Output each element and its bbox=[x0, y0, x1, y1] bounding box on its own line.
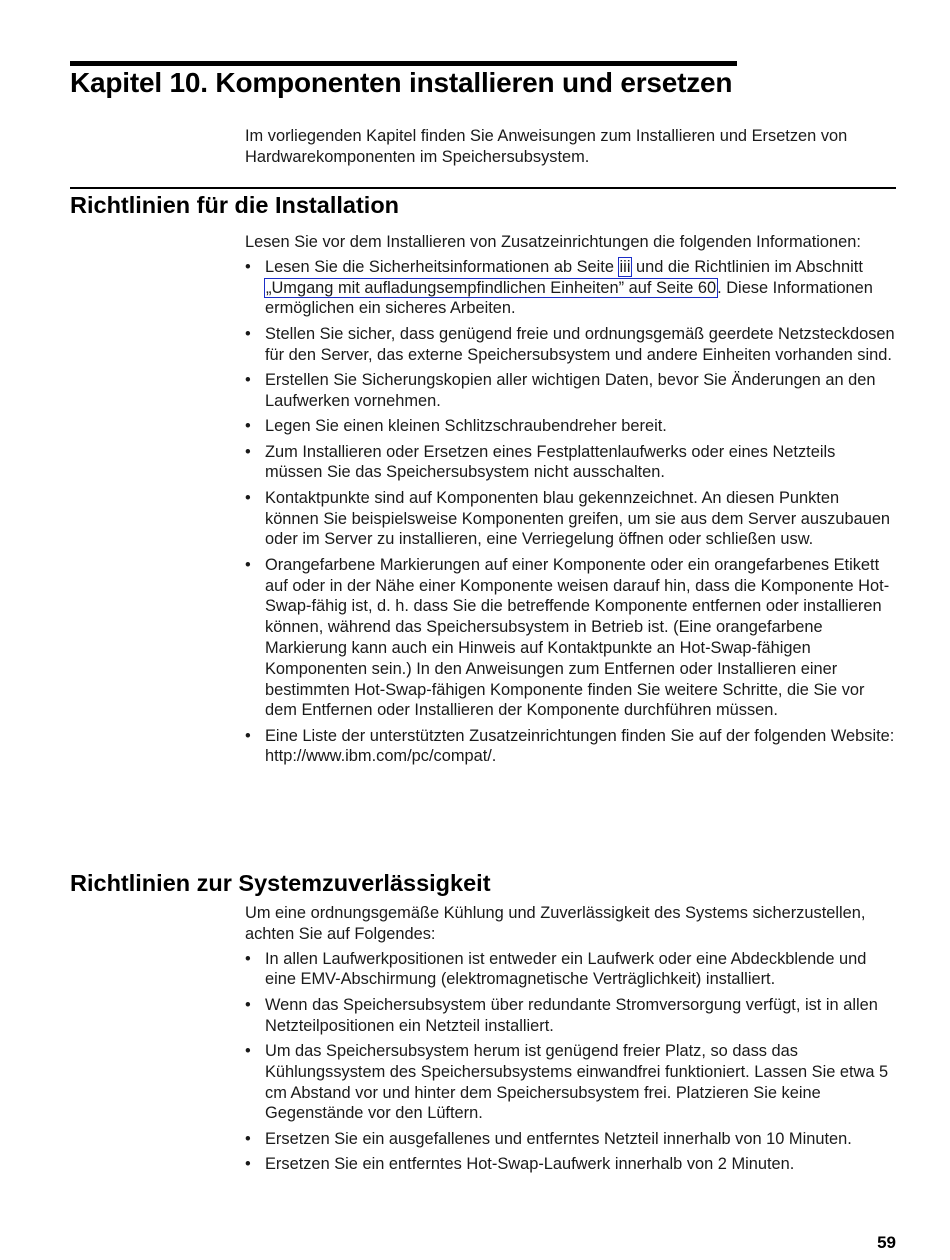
list-item bbox=[245, 949, 897, 991]
bullet-marker: • bbox=[245, 555, 251, 574]
link-safety-page[interactable]: iii bbox=[619, 257, 631, 276]
chapter-intro-text: Im vorliegenden Kapitel finden Sie Anweisungen zum Installieren und Ersetzen von Hardwarekomponenten im Speichersubsystem. bbox=[245, 127, 848, 166]
list-item-text: Ersetzen Sie ein entferntes Hot-Swap-Laufwerk innerhalb von 2 Minuten. bbox=[265, 1155, 795, 1174]
list-item bbox=[245, 370, 897, 412]
list-item-text: Erstellen Sie Sicherungskopien aller wichtigen Daten, bevor Sie Änderungen an den Laufwerken vornehmen. bbox=[265, 370, 876, 410]
list-item-text: Ersetzen Sie ein ausgefallenes und entferntes Netzteil innerhalb von 10 Minuten. bbox=[265, 1129, 852, 1148]
section-lead-reliability: Um eine ordnungsgemäße Kühlung und Zuverlässigkeit des Systems sicherzustellen, achten Sie auf Folgendes: bbox=[245, 904, 866, 943]
bullet-marker: • bbox=[245, 417, 251, 436]
list-item bbox=[245, 555, 897, 721]
list-item-text: Eine Liste der unterstützten Zusatzeinrichtungen finden Sie auf der folgenden Website: http://www.ibm.com/pc/compat/. bbox=[265, 726, 895, 766]
bullet-marker: • bbox=[245, 324, 251, 343]
installation-guidelines-list bbox=[245, 257, 897, 767]
section-title-installation: Richtlinien für die Installation bbox=[70, 192, 400, 218]
chapter-title: Kapitel 10. Komponenten installieren und ersetzen bbox=[70, 67, 733, 98]
section-title-reliability: Richtlinien zur Systemzuverlässigkeit bbox=[70, 870, 491, 896]
section-body-reliability bbox=[245, 903, 897, 1180]
list-item-text: Orangefarbene Markierungen auf einer Komponente oder ein orangefarbenes Etikett auf oder in der Nähe einer Komponente weisen darauf hin, dass die Komponente Hot-Swap-fähig ist, d. h. dass Sie die betreffende Komponente entfernen oder installieren können, während das Speichersubsystem in Betrieb ist. (Eine orangefarbene Markierung kann auch ein Hinweis auf Kontaktpunkte an Hot-Swap-fähigen Komponenten sein.) In den Anweisungen zum Entfernen oder Installieren einer bestimmten Hot-Swap-fähigen Komponente finden Sie weitere Schritte, die Sie vor dem Entfernen oder Installieren der Komponente durchführen müssen. bbox=[265, 555, 890, 720]
list-item-text: Zum Installieren oder Ersetzen eines Festplattenlaufwerks oder eines Netzteils müssen Sie das Speichersubsystem nicht ausschalten. bbox=[265, 442, 836, 482]
bullet-marker: • bbox=[245, 1155, 251, 1174]
list-item-text: Wenn das Speichersubsystem über redundante Stromversorgung verfügt, ist in allen Netzteilpositionen ein Netzteil installiert. bbox=[265, 995, 878, 1035]
bullet-marker: • bbox=[245, 949, 251, 968]
bullet-marker: • bbox=[245, 995, 251, 1014]
reliability-guidelines-list bbox=[245, 949, 897, 1175]
bullet-marker: • bbox=[245, 1041, 251, 1060]
list-item bbox=[245, 1041, 897, 1124]
bullet-marker: • bbox=[245, 488, 251, 507]
page-number: 59 bbox=[877, 1233, 896, 1252]
list-item bbox=[245, 726, 897, 768]
chapter-intro bbox=[245, 126, 897, 168]
list-item-text: In allen Laufwerkpositionen ist entweder ein Laufwerk oder eine Abdeckblende und eine EMV-Abschirmung (elektromagnetische Verträglichkeit) installiert. bbox=[265, 949, 867, 989]
list-item bbox=[245, 1129, 897, 1150]
list-item-text: Kontaktpunkte sind auf Komponenten blau gekennzeichnet. An diesen Punkten können Sie beispielsweise Komponenten greifen, um sie aus dem Server auszubauen oder im Server zu installieren, eine Verriegelung öffnen oder schließen usw. bbox=[265, 488, 891, 549]
bullet-marker: • bbox=[245, 726, 251, 745]
section-rule bbox=[70, 187, 896, 189]
list-item-text: und die Richtlinien im Abschnitt bbox=[631, 257, 863, 276]
section-body-installation bbox=[245, 232, 897, 772]
list-item bbox=[245, 488, 897, 550]
list-item bbox=[245, 995, 897, 1037]
list-item-text: Stellen Sie sicher, dass genügend freie und ordnungsgemäß geerdete Netzsteckdosen für den Server, das externe Speichersubsystem und andere Einheiten vorhanden sind. bbox=[265, 324, 895, 364]
list-item-text: Lesen Sie die Sicherheitsinformationen ab Seite bbox=[265, 257, 619, 276]
section-lead-installation: Lesen Sie vor dem Installieren von Zusatzeinrichtungen die folgenden Informationen: bbox=[245, 233, 861, 251]
chapter-top-rule bbox=[70, 61, 737, 66]
list-item bbox=[245, 442, 897, 484]
list-item-text: Legen Sie einen kleinen Schlitzschraubendreher bereit. bbox=[265, 417, 667, 436]
link-static-sensitive-devices[interactable]: „Umgang mit aufladungsempfindlichen Einheiten” auf Seite 60 bbox=[266, 278, 717, 297]
list-item bbox=[245, 324, 897, 366]
bullet-marker: • bbox=[245, 1129, 251, 1148]
bullet-marker: • bbox=[245, 257, 251, 276]
bullet-marker: • bbox=[245, 370, 251, 389]
list-item-text: . Diese Informationen ermöglichen ein sicheres Arbeiten. bbox=[265, 278, 873, 318]
bullet-marker: • bbox=[245, 442, 251, 461]
list-item-text: Um das Speichersubsystem herum ist genügend freier Platz, so dass das Kühlungssystem des Speichersubsystems einwandfrei funktioniert. Lassen Sie etwa 5 cm Abstand vor und hinter dem Speichersubsystem frei. Platzieren Sie keine Gegenstände vor den Lüftern. bbox=[265, 1041, 889, 1123]
list-item bbox=[245, 1154, 897, 1175]
list-item bbox=[245, 416, 897, 437]
list-item bbox=[245, 257, 897, 319]
